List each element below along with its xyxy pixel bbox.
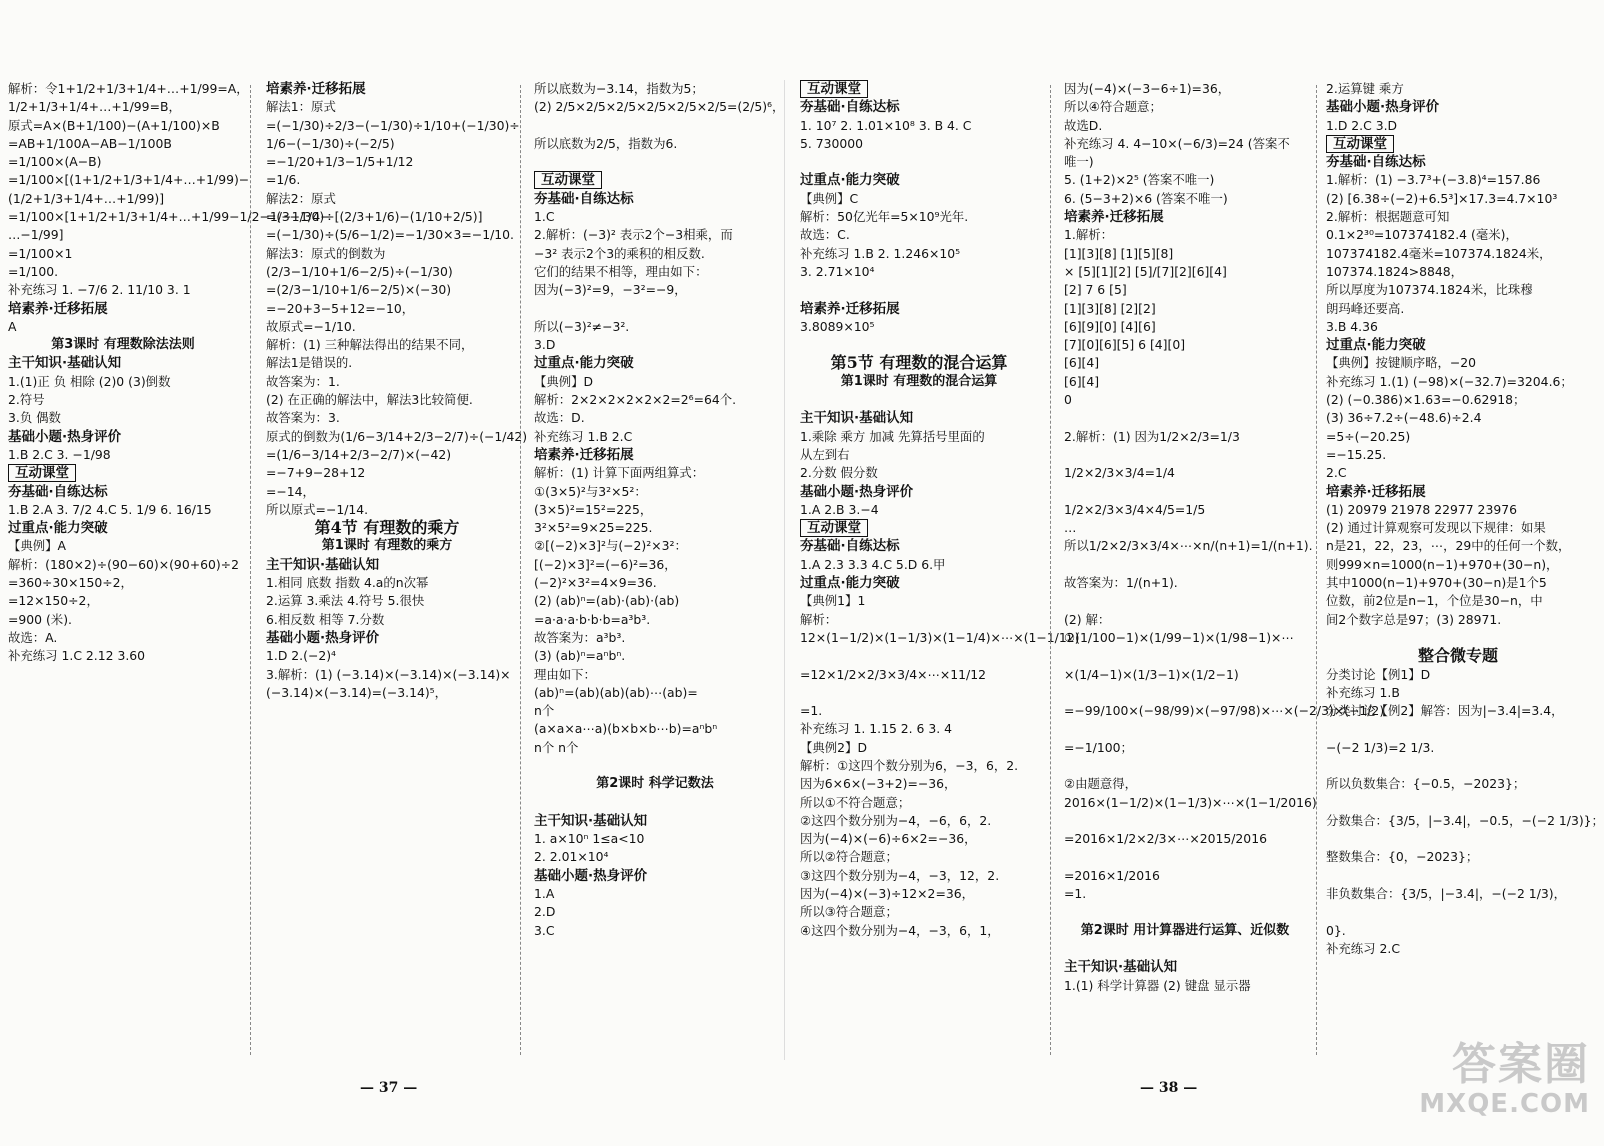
section-heading: 基础小题·热身评价 bbox=[534, 867, 648, 884]
text-line: 因为(−4)×(−3)÷12×2=36， bbox=[800, 886, 974, 902]
section-heading: 培素养·迁移拓展 bbox=[800, 300, 900, 317]
text-line: 故选：A. bbox=[8, 629, 58, 645]
text-line bbox=[1326, 629, 1590, 647]
boxed-heading: 互动课堂 bbox=[1326, 135, 1394, 153]
section-label-box bbox=[800, 80, 1038, 98]
text-line: 补充练习 4. 4−10×(−6/3)=24 (答案不 bbox=[1064, 135, 1290, 151]
text-line: 所以④符合题意； bbox=[1064, 99, 1162, 115]
text-line: 所以②符合题意； bbox=[800, 849, 898, 865]
text-line: ②[(−2)×3]²与(−2)²×3²： bbox=[534, 538, 687, 554]
text-line: 原式的倒数为(1/6−3/14+2/3−2/7)÷(−1/42) bbox=[266, 428, 528, 444]
text-line: 因为(−3)²=9，−3²=−9， bbox=[534, 282, 687, 298]
text-line: =1. bbox=[1064, 886, 1087, 902]
text-line: −3² 表示2个3的乘积的相反数. bbox=[534, 245, 705, 261]
text-line: 所以厚度为107374.1824米，比珠穆 bbox=[1326, 282, 1533, 298]
text-line: =(−1/30)÷[(2/3+1/6)−(1/10+2/5)] bbox=[266, 209, 483, 225]
text-line: 2.D bbox=[534, 904, 556, 920]
chapter-title: 第5节 有理数的混合运算 bbox=[830, 353, 1008, 373]
text-line: 1.解析：(1) −3.7³+(−3.8)⁴=157.86 bbox=[1326, 172, 1541, 188]
text-line: 所以③符合题意； bbox=[800, 904, 898, 920]
text-line bbox=[1064, 684, 1306, 702]
page-fold bbox=[784, 80, 785, 1060]
text-line: 1/6−(−1/30)÷(−2/5) bbox=[266, 135, 395, 151]
text-line: =12×1/2×2/3×3/4×⋯×11/12 bbox=[800, 666, 986, 682]
text-line: … bbox=[1064, 520, 1077, 536]
text-line: 解法1是错误的. bbox=[266, 355, 353, 371]
text-line: 原式=A×(B+1/100)−(A+1/100)×B bbox=[8, 117, 220, 133]
text-line bbox=[534, 794, 776, 812]
text-line: =(2/3−1/10+1/6−2/5)×(−30) bbox=[266, 282, 452, 298]
text-line bbox=[1064, 720, 1306, 738]
section-label-box bbox=[534, 171, 776, 189]
text-line bbox=[1064, 409, 1306, 427]
section-heading: 过重点·能力突破 bbox=[534, 355, 634, 372]
text-line: (−3.14)×(−3.14)=(−3.14)⁵， bbox=[266, 684, 448, 700]
text-line: [(−2)×3]²=(−6)²=36， bbox=[534, 556, 677, 572]
text-line bbox=[534, 757, 776, 775]
text-line: 1.解析： bbox=[1064, 227, 1113, 243]
text-line: 1.A 2.3 3.3 4.C 5.D 6.甲 bbox=[800, 556, 946, 572]
section-label-box bbox=[1326, 135, 1590, 153]
text-line: (1) 20979 21978 22977 23976 bbox=[1326, 501, 1517, 517]
text-line bbox=[534, 117, 776, 135]
text-line bbox=[1064, 757, 1306, 775]
text-line: 所以负数集合：{−0.5，−2023}； bbox=[1326, 776, 1526, 792]
text-line: (2) 2/5×2/5×2/5×2/5×2/5×2/5=(2/5)⁶， bbox=[534, 99, 785, 115]
text-line: 1/2×2/3×3/4×4/5=1/5 bbox=[1064, 501, 1206, 517]
text-line: 3.B 4.36 bbox=[1326, 318, 1378, 334]
text-line: =−15.25. bbox=[1326, 446, 1387, 462]
text-line: =−7+9−28+12 bbox=[266, 465, 366, 481]
text-line: (−2)²×3²=4×9=36. bbox=[534, 575, 657, 591]
section-heading: 夯基础·自练达标 bbox=[800, 99, 900, 116]
column-divider bbox=[1050, 85, 1051, 1055]
text-line: 1.B 2.A 3. 7/2 4.C 5. 1/9 6. 16/15 bbox=[8, 501, 212, 517]
lesson-title: 第1课时 有理数的混合运算 bbox=[840, 373, 998, 389]
text-line: 3. 2.71×10⁴ bbox=[800, 263, 875, 279]
text-line: ①(1/100−1)×(1/99−1)×(1/98−1)×⋯ bbox=[1064, 629, 1294, 645]
text-line: 3.负 偶数 bbox=[8, 410, 61, 426]
text-line: =(−1/30)÷(5/6−1/2)=−1/30×3=−1/10. bbox=[266, 227, 514, 243]
text-line: [6][9][0] [4][6] bbox=[1064, 318, 1156, 334]
text-line: 分数集合：{3/5，|−3.4|，−0.5，−(−2 1/3)}； bbox=[1326, 812, 1604, 828]
section-heading: 培素养·迁移拓展 bbox=[1064, 209, 1164, 226]
text-line bbox=[1326, 794, 1590, 812]
text-line: 3²×5²=9×25=225. bbox=[534, 520, 653, 536]
text-line: 分类讨论【例1】D bbox=[1326, 666, 1431, 682]
text-line: [1][3][8] [1][5][8] bbox=[1064, 245, 1174, 261]
text-line: 故选：D. bbox=[534, 410, 585, 426]
section-heading: 夯基础·自练达标 bbox=[8, 483, 108, 500]
text-line: =360÷30×150÷2， bbox=[8, 575, 133, 591]
text-line: =1/100×1 bbox=[8, 245, 73, 261]
text-line: 【典例】C bbox=[800, 190, 859, 206]
section-heading: 过重点·能力突破 bbox=[800, 172, 900, 189]
text-line: …−1/99] bbox=[8, 227, 64, 243]
text-line bbox=[800, 684, 1038, 702]
text-line: 间2个数字总是97；(3) 28971. bbox=[1326, 611, 1502, 627]
text-line bbox=[1326, 830, 1590, 848]
text-line: 解法1：原式 bbox=[266, 99, 336, 115]
text-line: 2.运算键 乘方 bbox=[1326, 81, 1404, 96]
text-line: (a×a×a⋯a)(b×b×b⋯b)=aⁿbⁿ bbox=[534, 721, 718, 737]
text-line: n个 bbox=[534, 703, 555, 719]
section-label-box bbox=[800, 519, 1038, 537]
text-line: =AB+1/100A−AB−1/100B bbox=[8, 135, 172, 151]
page-number-right: — 38 — bbox=[1140, 1080, 1198, 1096]
text-line: × [5][1][2] [5]/[7][2][6][4] bbox=[1064, 263, 1227, 279]
text-line: 故答案为：a³b³. bbox=[534, 629, 626, 645]
section-label-box bbox=[8, 464, 238, 482]
text-line bbox=[1064, 446, 1306, 464]
text-line: 因为(−4)×(−3−6÷1)=36， bbox=[1064, 81, 1231, 96]
text-line: n是21，22，23，⋯，29中的任何一个数， bbox=[1326, 538, 1571, 554]
text-line: 朗玛峰还要高. bbox=[1326, 300, 1405, 316]
text-line: 1/2×2/3×3/4=1/4 bbox=[1064, 465, 1175, 481]
text-line: 0.1×2³⁰=107374182.4 (毫米)， bbox=[1326, 227, 1518, 243]
text-line: 3.8089×10⁵ bbox=[800, 318, 875, 334]
text-line: 补充练习 1. −7/6 2. 11/10 3. 1 bbox=[8, 282, 191, 298]
text-line bbox=[800, 647, 1038, 665]
section-heading: 主干知识·基础认知 bbox=[8, 355, 122, 372]
text-line: 补充练习 1.B 2. 1.246×10⁵ bbox=[800, 245, 961, 261]
text-line: ②由题意得， bbox=[1064, 776, 1138, 792]
text-line: 解析：2×2×2×2×2×2=2⁶=64个. bbox=[534, 392, 737, 408]
text-line: 补充练习 1.B bbox=[1326, 684, 1400, 700]
text-line: ④这四个数分别为−4，−3，6，1， bbox=[800, 922, 1000, 938]
text-line: 故选D. bbox=[1064, 117, 1103, 133]
text-line: 【典例】D bbox=[534, 373, 594, 389]
text-line: =2016×1/2×2/3×⋯×2015/2016 bbox=[1064, 831, 1267, 847]
text-line: (1/2+1/3+1/4+…+1/99)] bbox=[8, 190, 165, 206]
text-line: 唯一) bbox=[1064, 154, 1094, 170]
text-line: A bbox=[8, 318, 17, 334]
text-line: =(1/6−3/14+2/3−2/7)×(−42) bbox=[266, 446, 452, 462]
text-line: =−14， bbox=[266, 483, 315, 499]
text-line: 故选：C. bbox=[800, 227, 850, 243]
text-line: [6][4] bbox=[1064, 373, 1100, 389]
lesson-title: 第3课时 有理数除法法则 bbox=[51, 337, 195, 353]
watermark-line-2: MXQE.COM bbox=[1419, 1089, 1590, 1119]
text-line: 1.D 2.(−2)⁴ bbox=[266, 648, 337, 664]
text-line: [1][3][8] [2][2] bbox=[1064, 300, 1156, 316]
text-line: =a·a·a·b·b·b=a³b³. bbox=[534, 611, 651, 627]
section-heading: 夯基础·自练达标 bbox=[1326, 154, 1426, 171]
text-line: 所以①不符合题意； bbox=[800, 794, 911, 810]
text-line bbox=[1064, 592, 1306, 610]
text-line: =1. bbox=[800, 703, 823, 719]
text-line: =1/100×(A−B) bbox=[8, 154, 102, 170]
text-line bbox=[534, 153, 776, 171]
text-line: 其中1000(n−1)+970+(30−n)是1个5 bbox=[1326, 575, 1547, 591]
text-line: 分类讨论【例2】解答：因为|−3.4|=3.4， bbox=[1326, 703, 1564, 719]
section-heading: 培素养·迁移拓展 bbox=[266, 81, 366, 97]
boxed-heading: 互动课堂 bbox=[534, 171, 602, 189]
text-line: 0}. bbox=[1326, 922, 1346, 938]
text-line: 故原式=−1/10. bbox=[266, 318, 356, 334]
text-line: 6. (5−3+2)×6 (答案不唯一) bbox=[1064, 190, 1228, 206]
watermark-line-1: 答案圈 bbox=[1452, 1039, 1590, 1090]
text-line bbox=[534, 300, 776, 318]
text-line bbox=[800, 153, 1038, 171]
text-line bbox=[1326, 720, 1590, 738]
text-line: 补充练习 2.C bbox=[1326, 940, 1400, 956]
text-line: (2) (ab)ⁿ=(ab)·(ab)·(ab) bbox=[534, 593, 680, 609]
lesson-title: 第2课时 用计算器进行运算、近似数 bbox=[1080, 922, 1290, 938]
section-heading: 培素养·迁移拓展 bbox=[534, 446, 634, 463]
text-line: 解析：(1) 三种解法得出的结果不同， bbox=[266, 337, 474, 353]
text-line: 它们的结果不相等，理由如下： bbox=[534, 263, 708, 279]
text-line bbox=[1064, 647, 1306, 665]
text-line: 1.D 2.C 3.D bbox=[1326, 117, 1398, 133]
text-line: 12×(1−1/2)×(1−1/3)×(1−1/4)×⋯×(1−1/12) bbox=[800, 629, 1080, 645]
text-line: =1/100×[(1+1/2+1/3+1/4+…+1/99)− bbox=[8, 172, 250, 188]
text-line: [7][0][6][5] 6 [4][0] bbox=[1064, 337, 1186, 353]
text-line: 补充练习 1.B 2.C bbox=[534, 428, 633, 444]
text-line: 1.相同 底数 指数 4.a的n次幂 bbox=[266, 575, 429, 591]
text-line: 【典例】A bbox=[8, 538, 67, 554]
text-line: ×(1/4−1)×(1/3−1)×(1/2−1) bbox=[1064, 666, 1239, 682]
text-line: (3) 36÷7.2÷(−48.6)÷2.4 bbox=[1326, 410, 1482, 426]
text-line: 2.运算 3.乘法 4.符号 5.很快 bbox=[266, 593, 425, 609]
text-line: (2) 通过计算观察可发现以下规律：如果 bbox=[1326, 520, 1546, 536]
text-line: 因为(−4)×(−6)÷6×2=−36， bbox=[800, 831, 977, 847]
section-heading: 基础小题·热身评价 bbox=[1326, 99, 1440, 116]
lesson-title: 第2课时 科学记数法 bbox=[596, 776, 714, 792]
text-line: 2.解析：(1) 因为1/2×2/3=1/3 bbox=[1064, 428, 1240, 444]
section-heading: 主干知识·基础认知 bbox=[266, 556, 380, 573]
text-line bbox=[1064, 483, 1306, 501]
text-line: =−99/100×(−98/99)×(−97/98)×⋯×(−2/3)×(−1/2) bbox=[1064, 703, 1385, 719]
text-line: 【典例1】1 bbox=[800, 593, 866, 609]
text-line: 所以1/2×2/3×3/4×⋯×n/(n+1)=1/(n+1). bbox=[1064, 538, 1313, 554]
text-line: 1.(1)正 负 相除 (2)0 (3)倒数 bbox=[8, 373, 171, 389]
text-line: 解法2：原式 bbox=[266, 190, 336, 206]
text-line: =12×150÷2， bbox=[8, 593, 99, 609]
text-line: 因为6×6×(−3+2)=−36， bbox=[800, 776, 957, 792]
text-line: 所以(−3)²≠−3². bbox=[534, 318, 630, 334]
text-line: 【典例】按键顺序略，−20 bbox=[1326, 355, 1477, 371]
text-line bbox=[1064, 556, 1306, 574]
section-heading: 基础小题·热身评价 bbox=[8, 428, 122, 445]
text-line: 故答案为：1. bbox=[266, 373, 340, 389]
text-line: [6][4] bbox=[1064, 355, 1100, 371]
text-line: 补充练习 1.C 2.12 3.60 bbox=[8, 648, 146, 664]
text-line: =−1/20+1/3−1/5+1/12 bbox=[266, 154, 414, 170]
text-line: =(−1/30)÷2/3−(−1/30)÷1/10+(−1/30)÷ bbox=[266, 117, 520, 133]
section-heading: 主干知识·基础认知 bbox=[1064, 959, 1178, 976]
text-line: 所以底数为2/5，指数为6. bbox=[534, 135, 678, 151]
text-line: 1.(1) 科学计算器 (2) 键盘 显示器 bbox=[1064, 977, 1251, 993]
chapter-title: 第4节 有理数的乘方 bbox=[314, 518, 460, 538]
text-line bbox=[1064, 903, 1306, 921]
text-line: 非负数集合：{3/5，|−3.4|，−(−2 1/3)， bbox=[1326, 886, 1566, 902]
text-line: 1.B 2.C 3. −1/98 bbox=[8, 446, 111, 462]
section-heading: 基础小题·热身评价 bbox=[266, 629, 380, 646]
column-2 bbox=[262, 80, 528, 1070]
text-line: 所以底数为−3.14，指数为5； bbox=[534, 81, 704, 96]
section-heading: 主干知识·基础认知 bbox=[800, 410, 914, 427]
text-line: =1/6. bbox=[266, 172, 301, 188]
text-line: ①(3×5)²与3²×5²： bbox=[534, 483, 647, 499]
text-line: 1. a×10ⁿ 1≤a<10 bbox=[534, 831, 645, 847]
text-line: 整数集合：{0，−2023}； bbox=[1326, 849, 1479, 865]
text-line: 3.解析：(1) (−3.14)×(−3.14)×(−3.14)× bbox=[266, 666, 511, 682]
text-line: (ab)ⁿ=(ab)(ab)(ab)⋯(ab)= bbox=[534, 684, 698, 700]
text-line: 从左到右 bbox=[800, 446, 850, 462]
text-line bbox=[800, 336, 1038, 354]
text-line: 所以原式=−1/14. bbox=[266, 501, 369, 517]
text-line: (2/3−1/10+1/6−2/5)÷(−1/30) bbox=[266, 263, 453, 279]
column-divider bbox=[250, 85, 251, 1055]
text-line: 解析：①这四个数分别为6，−3，6，2. bbox=[800, 757, 1019, 773]
text-line: (3) (ab)ⁿ=aⁿbⁿ. bbox=[534, 648, 626, 664]
text-line: 解析：(180×2)÷(90−60)×(90+60)÷2 bbox=[8, 556, 239, 572]
text-line: 2. 2.01×10⁴ bbox=[534, 849, 609, 865]
text-line: [2] 7 6 [5] bbox=[1064, 282, 1127, 298]
text-line: 107374.1824>8848， bbox=[1326, 263, 1464, 279]
text-line bbox=[800, 391, 1038, 409]
section-heading: 夯基础·自练达标 bbox=[534, 190, 634, 207]
text-line: (2) (−0.386)×1.63=−0.62918； bbox=[1326, 392, 1526, 408]
text-line: 2.符号 bbox=[8, 392, 45, 408]
column-6 bbox=[1322, 80, 1604, 1070]
text-line: 1.A bbox=[534, 886, 555, 902]
boxed-heading: 互动课堂 bbox=[800, 80, 868, 98]
text-line bbox=[1326, 757, 1590, 775]
boxed-heading: 互动课堂 bbox=[8, 464, 76, 482]
text-line: 解析： bbox=[800, 611, 838, 627]
section-heading: 过重点·能力突破 bbox=[8, 520, 108, 537]
text-line: =−1/100； bbox=[1064, 739, 1133, 755]
text-line: 1. 10⁷ 2. 1.01×10⁸ 3. B 4. C bbox=[800, 117, 972, 133]
watermark-logo bbox=[1390, 1040, 1590, 1118]
text-line: (2) 解： bbox=[1064, 611, 1111, 627]
text-line: (2) 在正确的解法中，解法3比较简便. bbox=[266, 392, 473, 408]
text-line: =900 (米). bbox=[8, 611, 72, 627]
text-line: 2.C bbox=[1326, 465, 1347, 481]
text-line: 0 bbox=[1064, 392, 1072, 408]
text-line: 5. 730000 bbox=[800, 135, 864, 151]
text-line: ③这四个数分别为−4，−3，12，2. bbox=[800, 867, 1000, 883]
text-line: 则999×n=1000(n−1)+970+(30−n)， bbox=[1326, 556, 1559, 572]
text-line: 6.相反数 相等 7.分数 bbox=[266, 611, 385, 627]
column-divider bbox=[1316, 85, 1317, 1055]
text-line: =5÷(−20.25) bbox=[1326, 428, 1411, 444]
text-line bbox=[1326, 867, 1590, 885]
text-line: =−20+3−5+12=−10， bbox=[266, 300, 415, 316]
boxed-heading: 互动课堂 bbox=[800, 519, 868, 537]
text-line: (2) [6.38÷(−2)+6.5³]×17.3=4.7×10³ bbox=[1326, 190, 1558, 206]
text-line: =1/100×[1+1/2+1/3+1/4+…+1/99−1/2−1/3−1/4− bbox=[8, 209, 331, 225]
text-line: 解法3：原式的倒数为 bbox=[266, 245, 386, 261]
column-3 bbox=[530, 80, 785, 1070]
section-heading: 过重点·能力突破 bbox=[800, 575, 900, 592]
text-line: 107374182.4毫米=107374.1824米， bbox=[1326, 245, 1552, 261]
section-heading: 培素养·迁移拓展 bbox=[8, 300, 108, 317]
text-line: −(−2 1/3)=2 1/3. bbox=[1326, 739, 1435, 755]
text-line: 故答案为：1/(n+1). bbox=[1064, 575, 1178, 591]
section-heading: 主干知识·基础认知 bbox=[534, 812, 648, 829]
text-line bbox=[800, 281, 1038, 299]
text-line: =2016×1/2016 bbox=[1064, 867, 1160, 883]
text-line: ②这四个数分别为−4，−6，6，2. bbox=[800, 812, 992, 828]
page-number-left: — 37 — bbox=[360, 1080, 418, 1096]
section-heading: 培素养·迁移拓展 bbox=[1326, 483, 1426, 500]
text-line bbox=[1326, 903, 1590, 921]
text-line: 2.解析：根据题意可知 bbox=[1326, 209, 1450, 225]
text-line: 1.乘除 乘方 加减 先算括号里面的 bbox=[800, 428, 985, 444]
text-line: n个 n个 bbox=[534, 739, 579, 755]
section-heading: 夯基础·自练达标 bbox=[800, 538, 900, 555]
lesson-title: 第1课时 有理数的乘方 bbox=[321, 538, 453, 554]
text-line bbox=[1064, 848, 1306, 866]
text-line: 2.解析：(−3)² 表示2个−3相乘，而 bbox=[534, 227, 733, 243]
text-line: 理由如下： bbox=[534, 666, 596, 682]
text-line: 位数，前2位是n−1，个位是30−n，中 bbox=[1326, 593, 1543, 609]
text-line: 解析：50亿光年=5×10⁹光年. bbox=[800, 209, 969, 225]
chapter-title: 整合微专题 bbox=[1417, 646, 1498, 666]
text-line: 补充练习 1.(1) (−98)×(−32.7)=3204.6； bbox=[1326, 373, 1573, 389]
text-line: 【典例2】D bbox=[800, 739, 867, 755]
text-line: 1.A 2.B 3.−4 bbox=[800, 501, 879, 517]
text-line: =1/100. bbox=[8, 263, 59, 279]
text-line: 解析：令1+1/2+1/3+1/4+…+1/99=A， bbox=[8, 81, 249, 96]
text-line: 2016×(1−1/2)×(1−1/3)×⋯×(1−1/2016) bbox=[1064, 794, 1317, 810]
text-line: 2.分数 假分数 bbox=[800, 465, 878, 481]
text-line: 补充练习 1. 1.15 2. 6 3. 4 bbox=[800, 721, 953, 737]
column-divider bbox=[520, 85, 521, 1055]
text-line: 1.C bbox=[534, 209, 555, 225]
text-line: 解析：(1) 计算下面两组算式： bbox=[534, 465, 705, 481]
text-line: 5. (1+2)×2⁵ (答案不唯一) bbox=[1064, 172, 1215, 188]
text-line bbox=[1064, 940, 1306, 958]
text-line: 3.D bbox=[534, 337, 556, 353]
text-line bbox=[1064, 812, 1306, 830]
text-line: 3.C bbox=[534, 922, 555, 938]
section-heading: 基础小题·热身评价 bbox=[800, 483, 914, 500]
section-heading: 过重点·能力突破 bbox=[1326, 337, 1426, 354]
text-line: 1/2+1/3+1/4+…+1/99=B， bbox=[8, 99, 181, 115]
text-line: (3×5)²=15²=225， bbox=[534, 501, 653, 517]
text-line: 故答案为：3. bbox=[266, 410, 340, 426]
